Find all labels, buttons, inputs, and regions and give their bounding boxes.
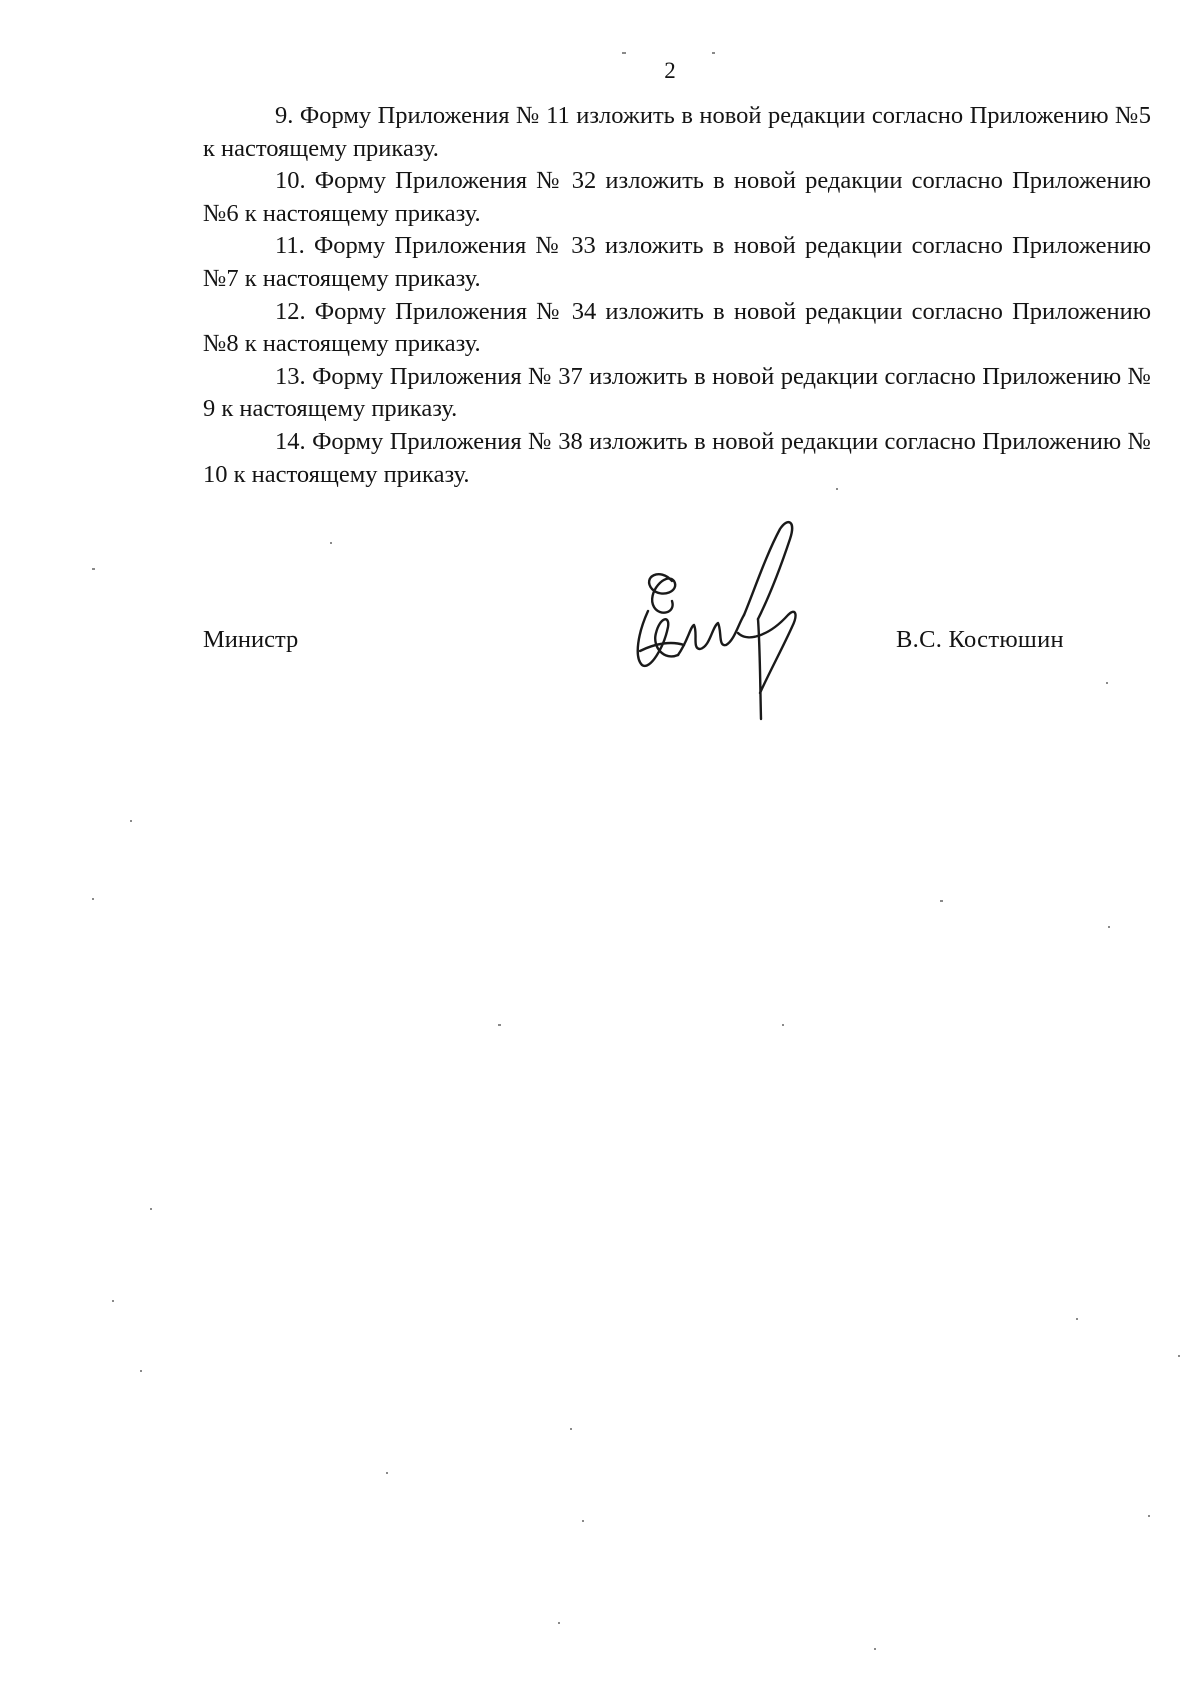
order-item-10: 10. Форму Приложения № 32 изложить в новой редакции согласно Приложению №6 к настоящему приказу.: [203, 167, 1151, 227]
signatory-title: Министр: [203, 626, 299, 653]
handwritten-signature: [620, 515, 840, 725]
order-item-11: 11. Форму Приложения № 33 изложить в новой редакции согласно Приложению №7 к настоящему приказу.: [203, 232, 1151, 292]
order-item-13: 13. Форму Приложения № 37 изложить в новой редакции согласно Приложению № 9 к настоящему приказу.: [203, 362, 1151, 423]
order-item-12: 12. Форму Приложения № 34 изложить в новой редакции согласно Приложению №8 к настоящему приказу.: [203, 297, 1151, 358]
order-item-14: 14. Форму Приложения № 38 изложить в новой редакции согласно Приложению № 10 к настоящему приказу.: [203, 427, 1151, 488]
order-item-9: 9. Форму Приложения № 11 изложить в новой редакции согласно Приложению №5 к настоящему приказу.: [203, 102, 1151, 162]
order-items: [203, 100, 1151, 491]
signatory-name: В.С. Костюшин: [896, 626, 1064, 653]
page-number: 2: [664, 58, 676, 83]
